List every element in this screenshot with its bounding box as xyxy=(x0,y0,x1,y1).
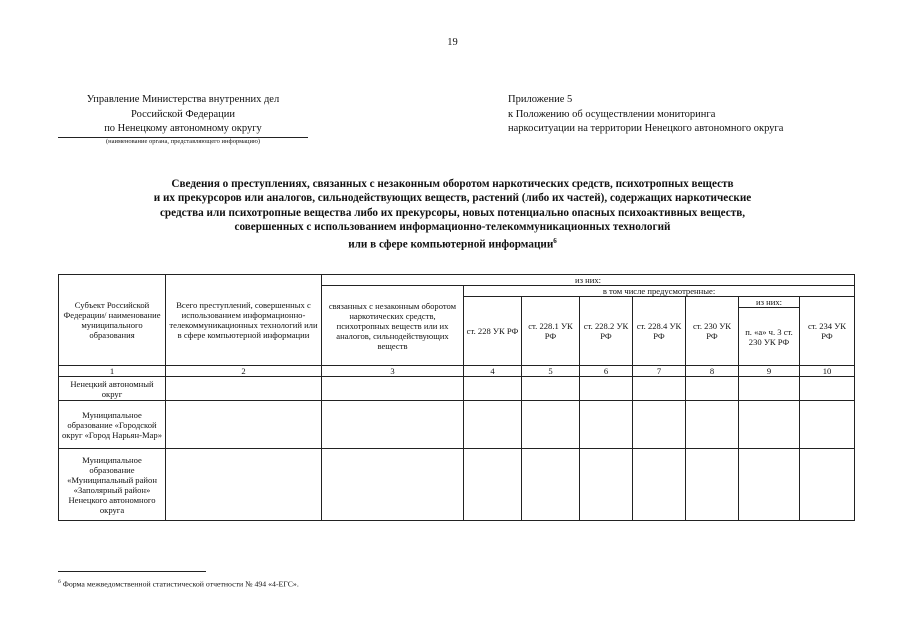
data-cell[interactable] xyxy=(166,377,322,401)
data-cell[interactable] xyxy=(633,401,686,449)
header-of-which: из них: xyxy=(322,275,855,286)
footnote-mark: 6 xyxy=(58,579,61,585)
data-cell[interactable] xyxy=(739,449,800,521)
row-label-naryan-mar: Муниципальное образование «Городской округ «Город Нарьян-Мар» xyxy=(59,401,166,449)
data-cell[interactable] xyxy=(686,377,739,401)
data-cell[interactable] xyxy=(580,401,633,449)
statistics-table xyxy=(58,274,855,521)
column-number: 10 xyxy=(800,366,855,377)
header-art-228: ст. 228 УК РФ xyxy=(464,297,522,366)
header-art-230-part-3a: п. «а» ч. 3 ст. 230 УК РФ xyxy=(739,308,800,366)
data-cell[interactable] xyxy=(739,401,800,449)
data-cell[interactable] xyxy=(166,449,322,521)
title-line-5 xyxy=(70,234,835,252)
data-cell[interactable] xyxy=(464,377,522,401)
row-label-nao: Ненецкий автономный округ xyxy=(59,377,166,401)
title-line-2: и их прекурсоров или аналогов, сильнодействующих веществ, растений (либо их частей), содержащих наркотические xyxy=(153,192,752,205)
data-cell[interactable] xyxy=(739,377,800,401)
title-line-3: средства или психотропные вещества либо их прекурсоры, новых потенциально опасных психоактивных веществ, xyxy=(159,206,746,219)
header-art-228-2: ст. 228.2 УК РФ xyxy=(580,297,633,366)
column-number: 7 xyxy=(633,366,686,377)
data-cell[interactable] xyxy=(522,377,580,401)
data-cell[interactable] xyxy=(800,449,855,521)
column-number: 6 xyxy=(580,366,633,377)
appendix-line-2: к Положению об осуществлении мониторинга xyxy=(508,108,716,120)
org-name-line-2: Российской Федерации xyxy=(131,108,235,120)
data-cell[interactable] xyxy=(322,377,464,401)
column-number: 3 xyxy=(322,366,464,377)
document-title xyxy=(70,177,835,252)
header-total-crimes: Всего преступлений, совершенных с использованием информационно-телекоммуникационных технологий или в сфере компьютерной информации xyxy=(166,275,322,366)
column-number: 5 xyxy=(522,366,580,377)
org-caption: (наименование органа, представляющего информацию) xyxy=(105,138,261,145)
table-row xyxy=(59,377,855,401)
data-cell[interactable] xyxy=(633,449,686,521)
org-name-line-1: Управление Министерства внутренних дел xyxy=(86,94,280,105)
title-footnote-mark: 6 xyxy=(553,237,557,246)
table-row xyxy=(59,401,855,449)
data-cell[interactable] xyxy=(580,449,633,521)
data-cell[interactable] xyxy=(580,377,633,401)
data-cell[interactable] xyxy=(800,401,855,449)
data-cell[interactable] xyxy=(633,377,686,401)
data-cell[interactable] xyxy=(522,401,580,449)
column-number: 4 xyxy=(464,366,522,377)
column-number: 1 xyxy=(59,366,166,377)
column-number: 8 xyxy=(686,366,739,377)
header-drug-related: связанных с незаконным оборотом наркотических средств, психотропных веществ или их аналогов, сильнодействующих веществ xyxy=(322,286,464,366)
org-name-line-3: по Ненецкому автономному округу xyxy=(104,123,262,134)
footnote-text: Форма межведомственной статистической отчетности № 494 «4-ЕГС». xyxy=(60,579,299,589)
title-line-1: Сведения о преступлениях, связанных с незаконным оборотом наркотических средств, психотропных веществ xyxy=(171,178,734,190)
page-number: 19 xyxy=(447,37,458,48)
data-cell[interactable] xyxy=(686,449,739,521)
header-including: в том числе предусмотренные: xyxy=(464,286,855,297)
header-art-230: ст. 230 УК РФ xyxy=(686,297,739,366)
data-cell[interactable] xyxy=(800,377,855,401)
footnote xyxy=(58,579,299,589)
title-line-5-text: или в сфере компьютерной информации xyxy=(348,238,554,251)
header-art-228-4: ст. 228.4 УК РФ xyxy=(633,297,686,366)
row-label-zapolyarny: Муниципальное образование «Муниципальный район «Заполярный район» Ненецкого автономного округа xyxy=(59,449,166,521)
header-art-228-1: ст. 228.1 УК РФ xyxy=(522,297,580,366)
reporting-organization xyxy=(58,93,308,137)
column-number-row xyxy=(59,366,855,377)
data-cell[interactable] xyxy=(686,401,739,449)
appendix-line-3: наркоситуации на территории Ненецкого автономного округа xyxy=(508,123,784,134)
footnote-separator xyxy=(58,571,206,572)
data-cell[interactable] xyxy=(322,401,464,449)
header-of-which-sub: из них: xyxy=(739,297,800,308)
appendix-header xyxy=(508,93,868,137)
column-number: 9 xyxy=(739,366,800,377)
data-cell[interactable] xyxy=(522,449,580,521)
title-line-4: совершенных с использованием информационно-телекоммуникационных технологий xyxy=(234,220,671,233)
data-cell[interactable] xyxy=(464,401,522,449)
data-cell[interactable] xyxy=(322,449,464,521)
table-row xyxy=(59,449,855,521)
data-cell[interactable] xyxy=(464,449,522,521)
header-subject: Субъект Российской Федерации/ наименование муниципального образования xyxy=(59,275,166,366)
appendix-line-1: Приложение 5 xyxy=(508,94,573,105)
header-art-234: ст. 234 УК РФ xyxy=(800,297,855,366)
data-cell[interactable] xyxy=(166,401,322,449)
column-number: 2 xyxy=(166,366,322,377)
